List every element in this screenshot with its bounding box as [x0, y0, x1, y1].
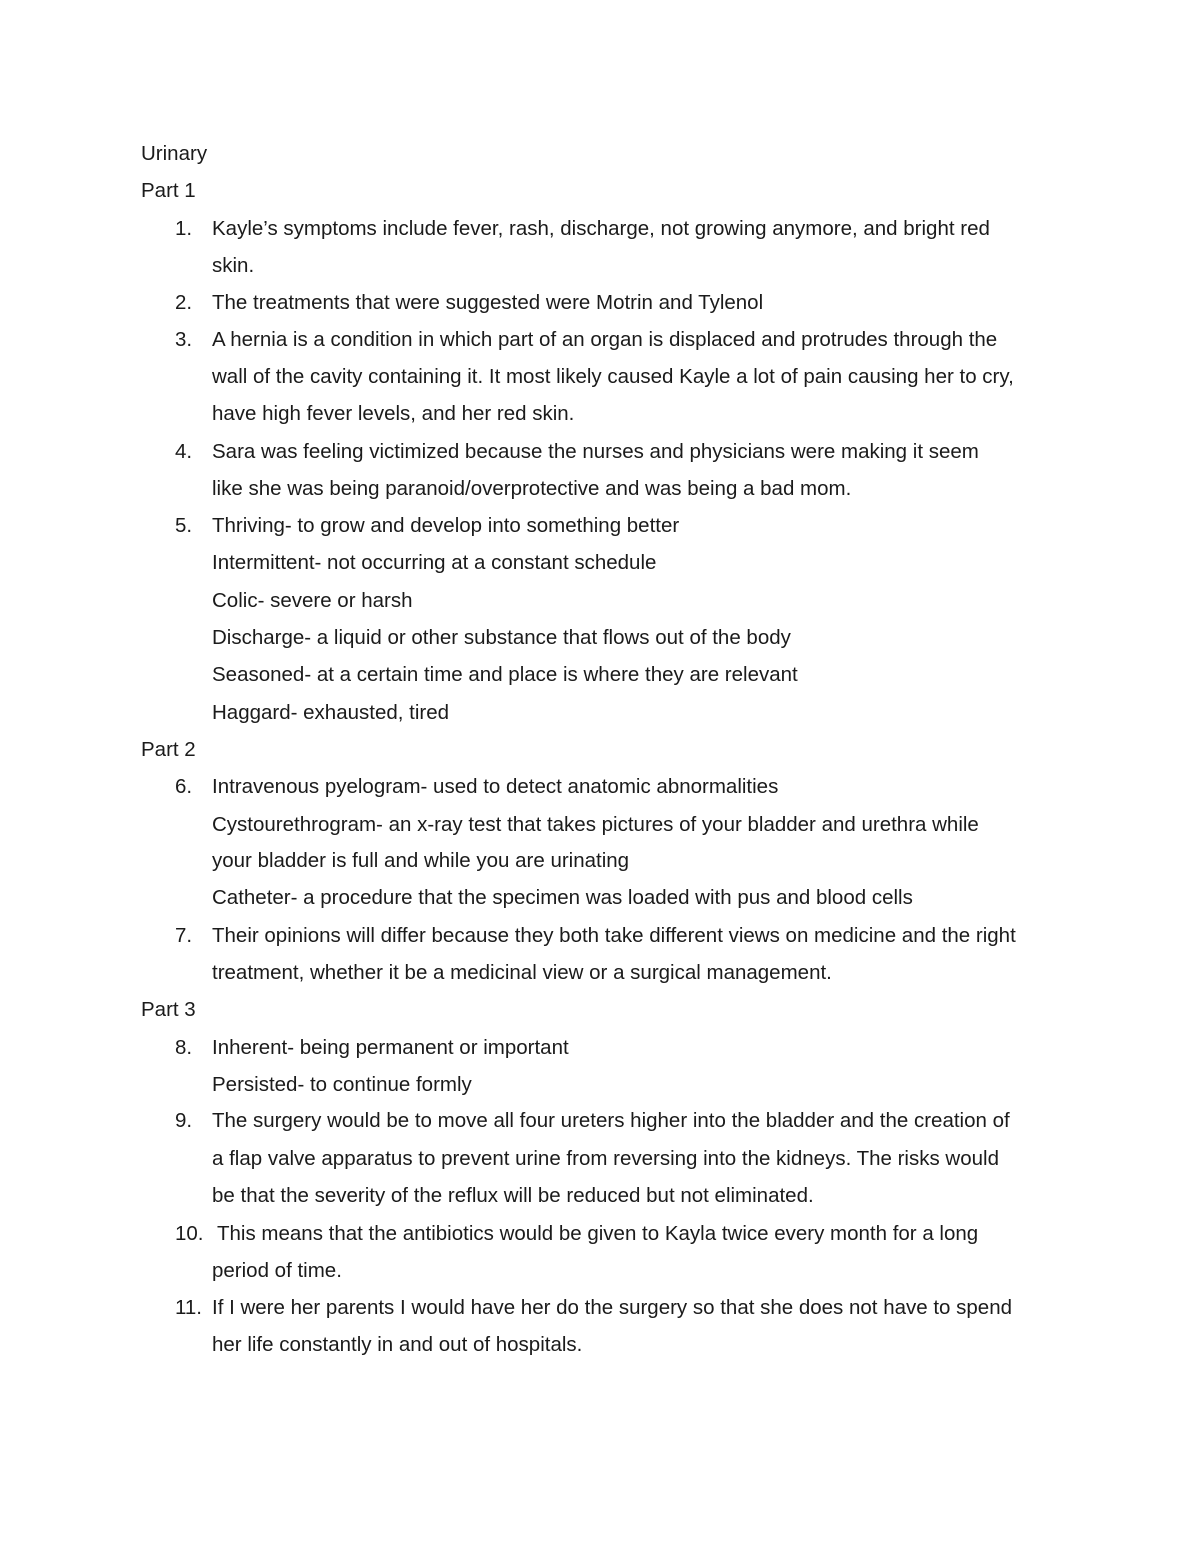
item-text: The treatments that were suggested were Motrin and Tylenol — [212, 291, 764, 314]
item-text-continued: a flap valve apparatus to prevent urine from reversing into the kidneys. The risks would — [212, 1147, 999, 1170]
item-text-continued: have high fever levels, and her red skin. — [212, 402, 575, 425]
definition-line: Discharge- a liquid or other substance that flows out of the body — [212, 626, 791, 649]
item-number: 8. — [175, 1036, 193, 1059]
item-text-continued: treatment, whether it be a medicinal view or a surgical management. — [212, 961, 832, 984]
definition-line: Persisted- to continue formly — [212, 1073, 472, 1096]
item-number: 3. — [175, 328, 193, 351]
item-number: 11. — [175, 1296, 202, 1319]
item-number: 6. — [175, 775, 193, 798]
item-text: Sara was feeling victimized because the nurses and physicians were making it seem — [212, 440, 979, 463]
item-text: The surgery would be to move all four ureters higher into the bladder and the creation of — [212, 1109, 1010, 1132]
part-heading: Part 1 — [141, 179, 196, 202]
document-title: Urinary — [141, 142, 208, 165]
item-number: 9. — [175, 1109, 193, 1132]
item-text: This means that the antibiotics would be given to Kayla twice every month for a long — [217, 1222, 979, 1245]
item-text: Thriving- to grow and develop into something better — [212, 514, 680, 537]
item-number: 5. — [175, 514, 193, 537]
item-text: If I were her parents I would have her do the surgery so that she does not have to spend — [212, 1296, 1012, 1319]
item-text: Their opinions will differ because they both take different views on medicine and the right — [212, 924, 1016, 947]
part-heading: Part 2 — [141, 738, 196, 761]
item-number: 10. — [175, 1222, 204, 1245]
definition-line: your bladder is full and while you are urinating — [212, 849, 630, 872]
item-text: Inherent- being permanent or important — [212, 1036, 569, 1059]
item-number: 4. — [175, 440, 193, 463]
part-heading: Part 3 — [141, 998, 196, 1021]
definition-line: Seasoned- at a certain time and place is where they are relevant — [212, 663, 798, 686]
item-text: Kayle’s symptoms include fever, rash, discharge, not growing anymore, and bright red — [212, 217, 990, 240]
item-text: Intravenous pyelogram- used to detect anatomic abnormalities — [212, 775, 779, 798]
item-number: 1. — [175, 217, 193, 240]
item-text-continued: like she was being paranoid/overprotective and was being a bad mom. — [212, 477, 852, 500]
item-number: 7. — [175, 924, 193, 947]
item-text-continued: skin. — [212, 254, 255, 277]
item-text-continued: wall of the cavity containing it. It most likely caused Kayle a lot of pain causing her to cry, — [212, 365, 1014, 388]
definition-line: Haggard- exhausted, tired — [212, 701, 450, 724]
item-text-continued: her life constantly in and out of hospitals. — [212, 1333, 583, 1356]
definition-line: Intermittent- not occurring at a constant schedule — [212, 551, 657, 574]
item-text: A hernia is a condition in which part of an organ is displaced and protrudes through the — [212, 328, 998, 351]
definition-line: Catheter- a procedure that the specimen was loaded with pus and blood cells — [212, 886, 913, 909]
definition-line: Cystourethrogram- an x-ray test that takes pictures of your bladder and urethra while — [212, 813, 979, 836]
item-text-continued: period of time. — [212, 1259, 342, 1282]
item-text-continued: be that the severity of the reflux will be reduced but not eliminated. — [212, 1184, 814, 1207]
item-number: 2. — [175, 291, 193, 314]
definition-line: Colic- severe or harsh — [212, 589, 413, 612]
